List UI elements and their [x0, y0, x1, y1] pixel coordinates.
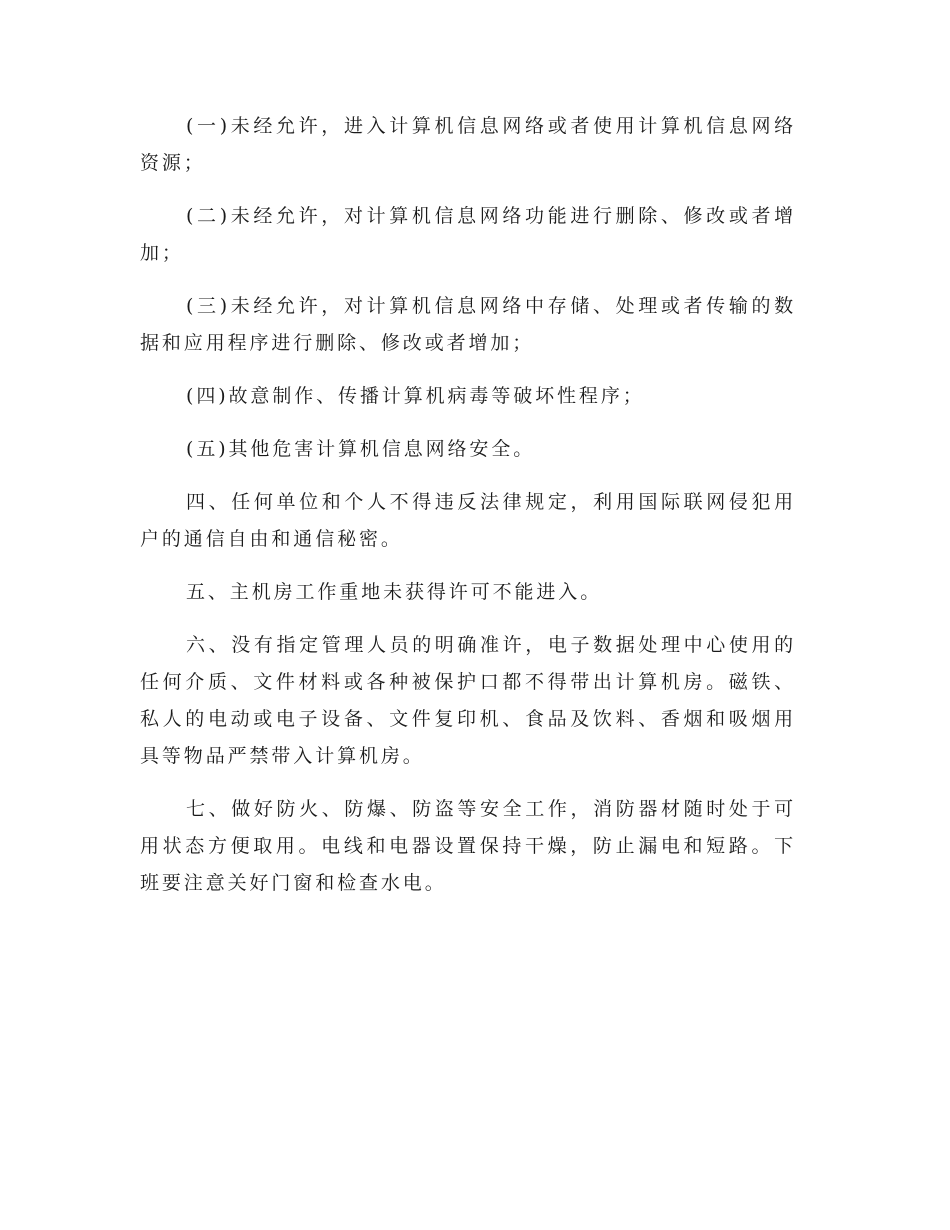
- paragraph-clause-6: 六、没有指定管理人员的明确准许，电子数据处理中心使用的任何介质、文件材料或各种被保护口都不得带出计算机房。磁铁、私人的电动或电子设备、文件复印机、食品及饮料、香烟和吸烟用具等物品严禁带入计算机房。: [140, 634, 796, 767]
- paragraph-clause-7: 七、做好防火、防爆、防盗等安全工作，消防器材随时处于可用状态方便取用。电线和电器设置保持干燥，防止漏电和短路。下班要注意关好门窗和检查水电。: [140, 798, 796, 894]
- paragraph-clause-4: 四、任何单位和个人不得违反法律规定，利用国际联网侵犯用户的通信自由和通信秘密。: [140, 491, 796, 550]
- paragraph-item-4: (四)故意制作、传播计算机病毒等破坏性程序；: [186, 385, 645, 407]
- paragraph-clause-5: 五、主机房工作重地未获得许可不能进入。: [186, 581, 603, 603]
- paragraph-item-3: (三)未经允许，对计算机信息网络中存储、处理或者传输的数据和应用程序进行删除、修改或者增加；: [140, 295, 796, 354]
- paragraph-item-5: (五)其他危害计算机信息网络安全。: [186, 438, 536, 460]
- document-body: [140, 108, 796, 918]
- paragraph-item-1: (一)未经允许，进入计算机信息网络或者使用计算机信息网络资源；: [140, 115, 796, 174]
- paragraph-item-2: (二)未经允许，对计算机信息网络功能进行删除、修改或者增加；: [140, 205, 796, 264]
